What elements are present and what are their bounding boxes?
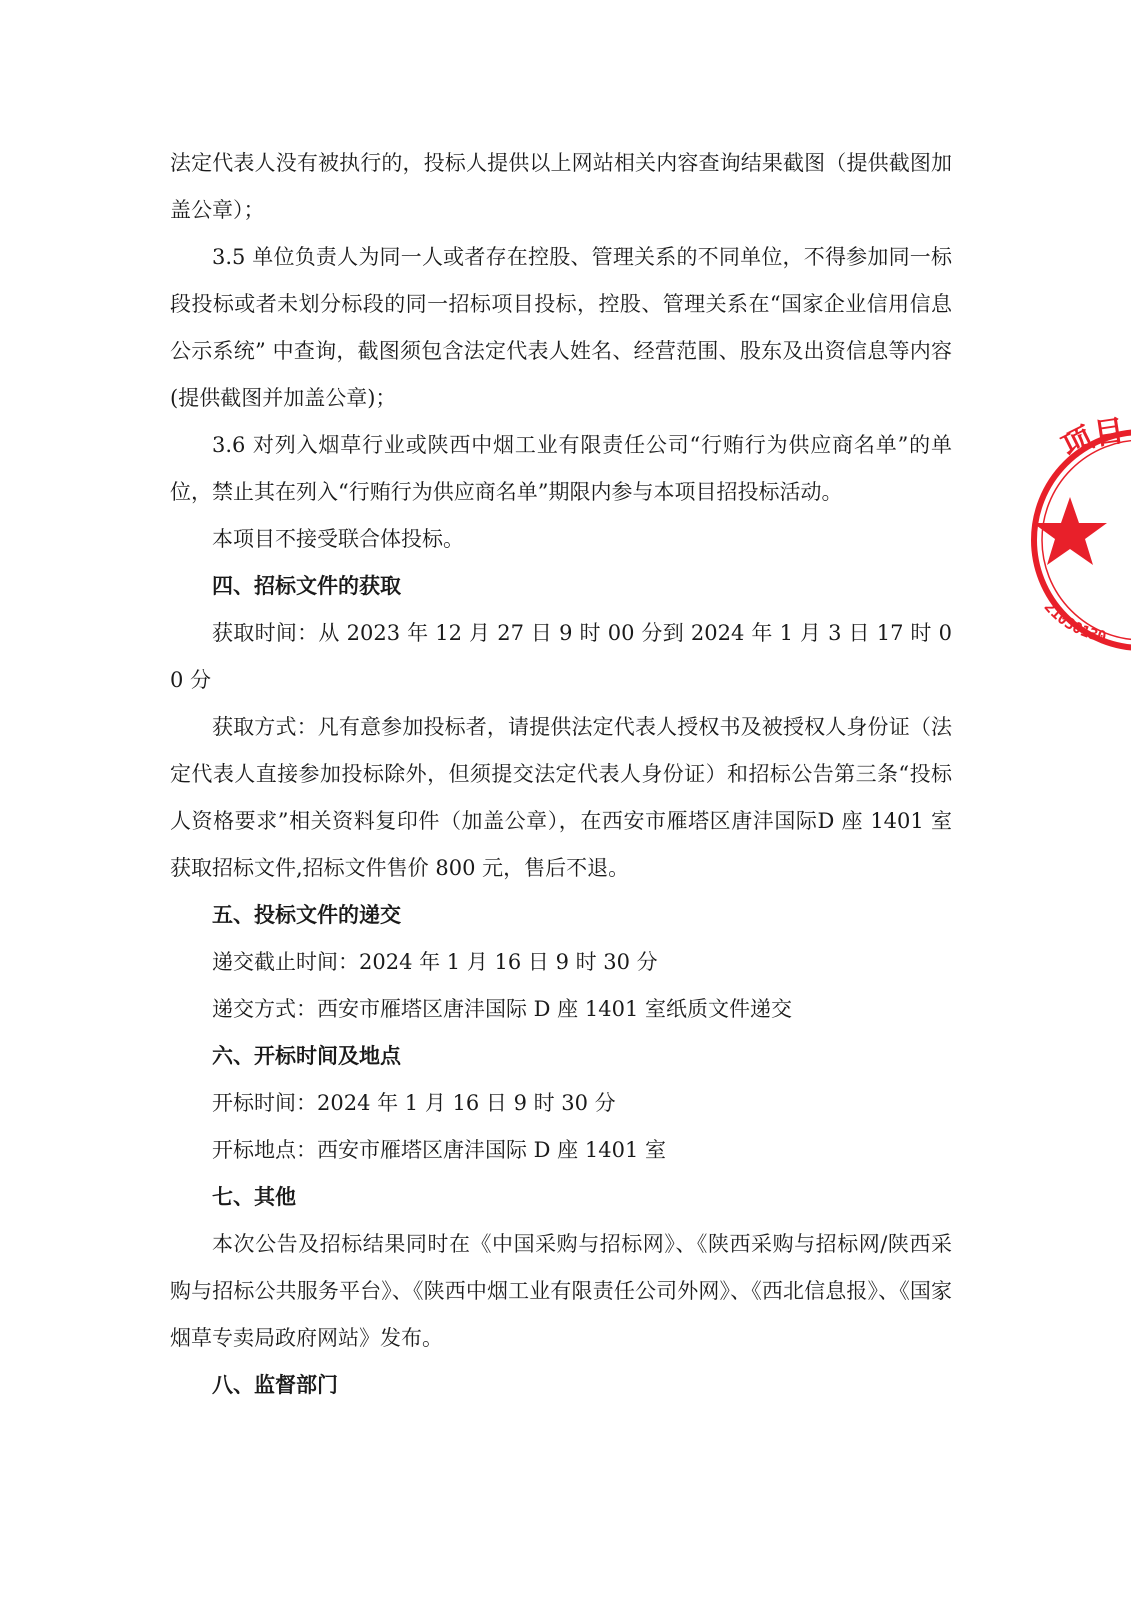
heading-section-8: 八、监督部门: [212, 1373, 338, 1397]
publication-notice: 本次公告及招标结果同时在《中国采购与招标网》、《陕西采购与招标网/陕西采购与招标公共服务平台》、《陕西中烟工业有限责任公司外网》、《西北信息报》、《国家烟草专卖局政府网站》发布。: [170, 1232, 952, 1350]
heading-section-7: 七、其他: [212, 1185, 296, 1209]
paragraph-3-6: 3.6 对列入烟草行业或陕西中烟工业有限责任公司“行贿行为供应商名单”的单位，禁止其在列入“行贿行为供应商名单”期限内参与本项目招投标活动。: [170, 433, 952, 504]
opening-place: 开标地点：西安市雁塔区唐沣国际 D 座 1401 室: [212, 1138, 666, 1162]
submission-method: 递交方式：西安市雁塔区唐沣国际 D 座 1401 室纸质文件递交: [212, 997, 792, 1021]
official-seal-icon: [1030, 415, 1131, 655]
heading-section-6: 六、开标时间及地点: [212, 1044, 401, 1068]
submission-deadline: 递交截止时间：2024 年 1 月 16 日 9 时 30 分: [212, 950, 658, 974]
obtain-method: 获取方式：凡有意参加投标者，请提供法定代表人授权书及被授权人身份证（法定代表人直接参加投标除外，但须提交法定代表人身份证）和招标公告第三条“投标人资格要求”相关资料复印件（加盖公章），在西安市雁塔区唐沣国际D 座 1401 室获取招标文件,招标文件售价 800 元，售后不退。: [170, 715, 952, 880]
seal-bottom-number: 21030130: [1040, 597, 1108, 646]
heading-section-4: 四、招标文件的获取: [212, 574, 401, 598]
paragraph-3-5: 3.5 单位负责人为同一人或者存在控股、管理关系的不同单位，不得参加同一标段投标或者未划分标段的同一招标项目投标，控股、管理关系在“国家企业信用信息公示系统” 中查询，截图须包含法定代表人姓名、经营范围、股东及出资信息等内容(提供截图并加盖公章)；: [170, 245, 952, 410]
paragraph-no-consortium: 本项目不接受联合体投标。: [212, 527, 464, 551]
paragraph-legal-rep-screenshot: 法定代表人没有被执行的，投标人提供以上网站相关内容查询结果截图（提供截图加盖公章）；: [170, 151, 952, 222]
obtain-time: 获取时间：从 2023 年 12 月 27 日 9 时 00 分到 2024 年 1 月 3 日 17 时 00 分: [170, 621, 952, 692]
opening-time: 开标时间：2024 年 1 月 16 日 9 时 30 分: [212, 1091, 616, 1115]
seal-star-icon: [1033, 497, 1107, 565]
heading-section-5: 五、投标文件的递交: [212, 903, 401, 927]
seal-top-text: 项目: [1056, 413, 1127, 466]
document-page: [170, 140, 952, 1409]
